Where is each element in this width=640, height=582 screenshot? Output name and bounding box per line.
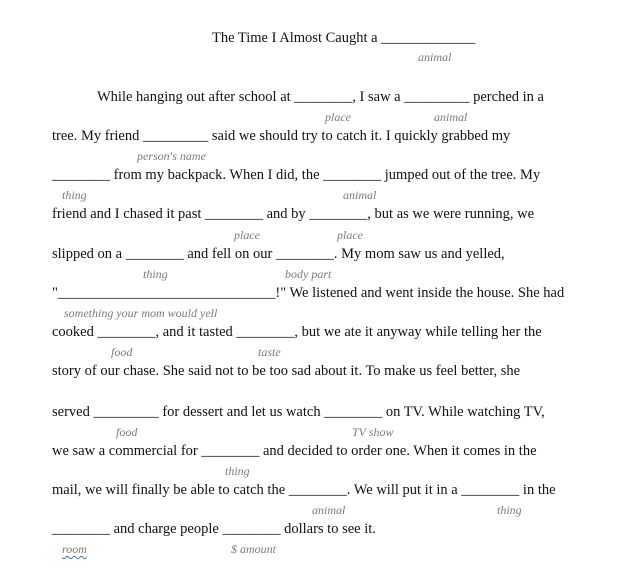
story-line-7: cooked ________, and it tasted ________, but we ate it anyway while telling her the bbox=[52, 324, 542, 340]
hint-animal: animal bbox=[418, 50, 452, 64]
hint-person-name: person's name bbox=[137, 149, 206, 163]
hint-tv-show: TV show bbox=[352, 425, 394, 439]
story-line-5: slipped on a ________ and fell on our ________. My mom saw us and yelled, bbox=[52, 246, 505, 262]
story-line-8: story of our chase. She said not to be too sad about it. To make us feel better, she bbox=[52, 363, 521, 379]
hint-place: place bbox=[234, 228, 260, 242]
hint-animal: animal bbox=[434, 110, 468, 124]
hint-place: place bbox=[337, 228, 363, 242]
hint-food: food bbox=[111, 345, 133, 359]
story-line-11: mail, we will finally be able to catch the ________. We will put it in a ________ in the bbox=[52, 482, 556, 498]
hint-room: room bbox=[62, 542, 87, 556]
hint-dollar-amount: $ amount bbox=[231, 542, 276, 556]
hint-mom-yell: something your mom would yell bbox=[64, 306, 218, 320]
story-line-6: "______________________________!" We listened and went inside the house. She had bbox=[52, 285, 565, 301]
hint-animal: animal bbox=[343, 188, 377, 202]
hint-body-part: body part bbox=[285, 267, 332, 281]
story-line-3: ________ from my backpack. When I did, the ________ jumped out of the tree. My bbox=[52, 167, 541, 183]
hint-taste: taste bbox=[258, 345, 281, 359]
story-line-10: we saw a commercial for ________ and decided to order one. When it comes in the bbox=[52, 443, 537, 459]
hint-thing: thing bbox=[62, 188, 87, 202]
hint-food: food bbox=[116, 425, 138, 439]
hint-animal: animal bbox=[312, 503, 346, 517]
hint-thing: thing bbox=[497, 503, 522, 517]
story-line-12: ________ and charge people ________ dollars to see it. bbox=[52, 521, 376, 537]
story-line-2: tree. My friend _________ said we should try to catch it. I quickly grabbed my bbox=[52, 128, 511, 144]
story-line-4: friend and I chased it past ________ and by ________, but as we were running, we bbox=[52, 206, 535, 222]
hint-thing: thing bbox=[225, 464, 250, 478]
hint-thing: thing bbox=[143, 267, 168, 281]
page-title: The Time I Almost Caught a _____________ bbox=[212, 30, 476, 46]
story-line-9: served _________ for dessert and let us watch ________ on TV. While watching TV, bbox=[52, 404, 545, 420]
story-line-1: While hanging out after school at ________, I saw a _________ perched in a bbox=[97, 89, 544, 105]
hint-place: place bbox=[325, 110, 351, 124]
